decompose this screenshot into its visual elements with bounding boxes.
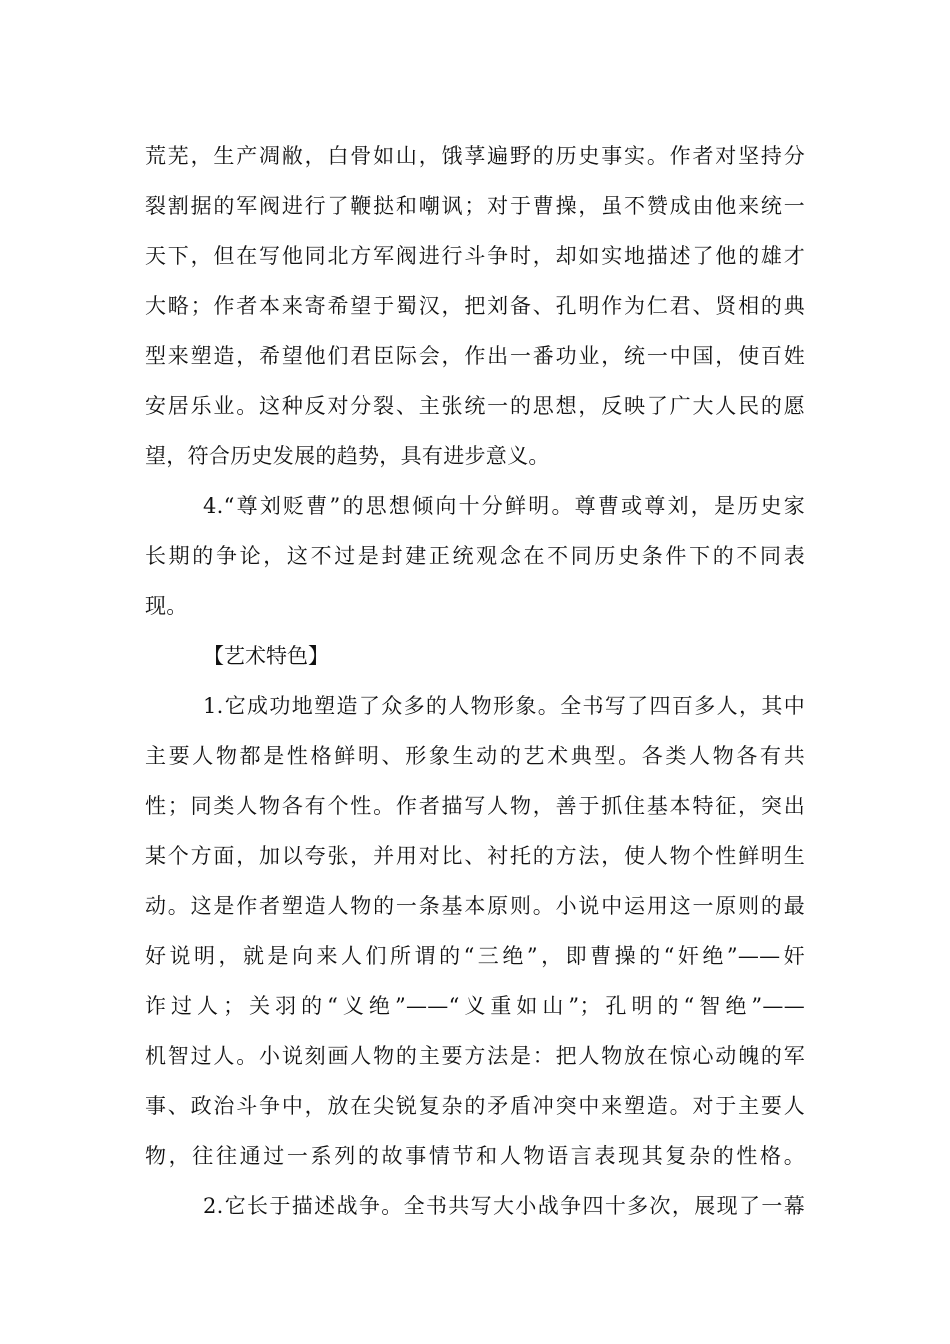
paragraph-b-line-1: 4.“尊刘贬曹”的思想倾向十分鲜明。尊曹或尊刘，是历史家	[203, 494, 805, 518]
paragraph-a-line-7: 望，符合历史发展的趋势，具有进步意义。	[145, 444, 550, 468]
paragraph-a-line-6: 安居乐业。这种反对分裂、主张统一的思想，反映了广大人民的愿	[145, 394, 805, 418]
paragraph-a-line-2: 裂割据的军阀进行了鞭挞和嘲讽；对于曹操，虽不赞成由他来统一	[145, 194, 805, 218]
paragraph-a-line-1: 荒芜，生产凋敝，白骨如山，饿莩遍野的历史事实。作者对坚持分	[145, 144, 805, 168]
paragraph-b-line-2: 长期的争论，这不过是封建正统观念在不同历史条件下的不同表	[145, 544, 805, 568]
paragraph-d-line-1: 2.它长于描述战争。全书共写大小战争四十多次，展现了一幕	[203, 1194, 805, 1218]
paragraph-c-line-4: 某个方面，加以夸张，并用对比、衬托的方法，使人物个性鲜明生	[145, 844, 805, 868]
paragraph-c-line-9: 事、政治斗争中，放在尖锐复杂的矛盾冲突中来塑造。对于主要人	[145, 1094, 805, 1118]
paragraph-a-line-5: 型来塑造，希望他们君臣际会，作出一番功业，统一中国，使百姓	[145, 344, 805, 368]
paragraph-a-line-3: 天下，但在写他同北方军阀进行斗争时，却如实地描述了他的雄才	[145, 244, 805, 268]
paragraph-c-line-6: 好说明，就是向来人们所谓的“三绝”，即曹操的“奸绝”——奸	[145, 944, 805, 968]
paragraph-c-line-7: 诈过人；关羽的“义绝”——“义重如山”；孔明的“智绝”——	[145, 994, 805, 1018]
paragraph-c-line-10: 物，往往通过一系列的故事情节和人物语言表现其复杂的性格。	[145, 1144, 805, 1168]
paragraph-c-line-1: 1.它成功地塑造了众多的人物形象。全书写了四百多人，其中	[203, 694, 805, 718]
paragraph-c-line-3: 性；同类人物各有个性。作者描写人物，善于抓住基本特征，突出	[145, 794, 805, 818]
paragraph-b-line-3: 现。	[145, 594, 188, 618]
paragraph-a-line-4: 大略；作者本来寄希望于蜀汉，把刘备、孔明作为仁君、贤相的典	[145, 294, 805, 318]
section-heading: 【艺术特色】	[203, 644, 329, 668]
paragraph-c-line-2: 主要人物都是性格鲜明、形象生动的艺术典型。各类人物各有共	[145, 744, 805, 768]
paragraph-c-line-8: 机智过人。小说刻画人物的主要方法是：把人物放在惊心动魄的军	[145, 1044, 805, 1068]
paragraph-c-line-5: 动。这是作者塑造人物的一条基本原则。小说中运用这一原则的最	[145, 894, 805, 918]
